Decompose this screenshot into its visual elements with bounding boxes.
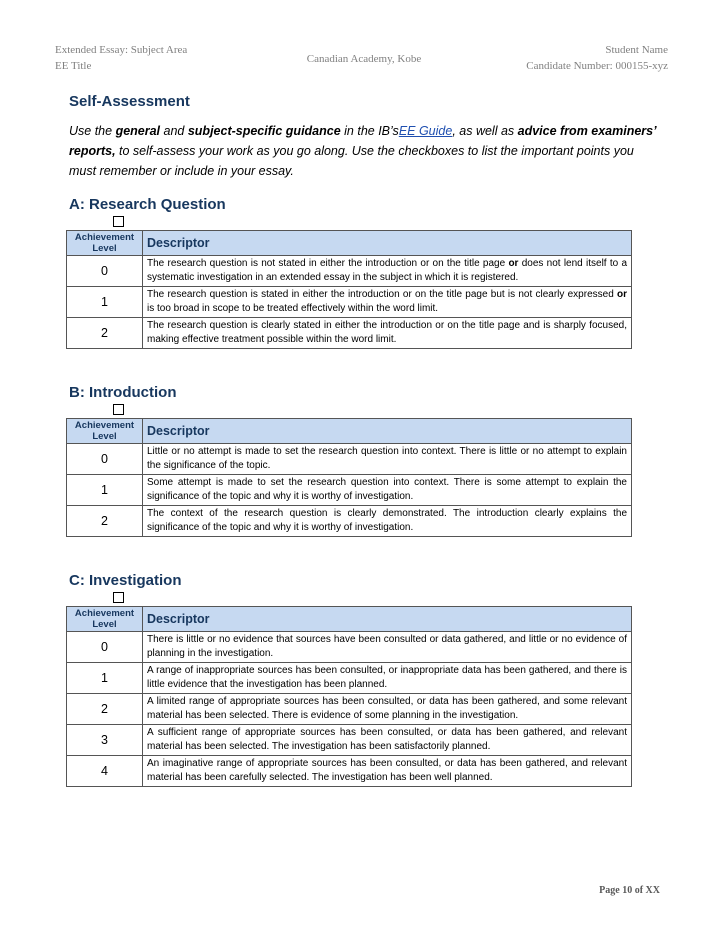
self-assessment-intro: Use the general and subject-specific guidance in the IB’sEE Guide, as well as advice from examiners’ reports, to self-assess your work as you go along. Use the checkboxes to list the important points you must remember or include in your essay. <box>69 124 657 178</box>
table-row <box>67 287 632 318</box>
descriptor-cell: A sufficient range of appropriate sources has been consulted, or data has been gathered, and relevant material has been selected. The investigation has been satisfactorily planned. <box>143 725 632 756</box>
level-cell: 4 <box>67 756 143 787</box>
section-b-checkbox[interactable] <box>113 404 124 415</box>
section-a-title: A: Research Question <box>69 196 226 213</box>
table-row <box>67 444 632 475</box>
header-student-name: Student Name <box>605 44 668 56</box>
descriptor-cell: An imaginative range of appropriate sources has been consulted, or data has been gathered, and relevant material has been carefully selected. The investigation has been well planned. <box>143 756 632 787</box>
descriptor-cell: The research question is not stated in either the introduction or on the title page or does not lend itself to a systematic investigation in an extended essay in the subject in which it is registered. <box>143 256 632 287</box>
level-cell: 2 <box>67 506 143 537</box>
table-row <box>67 725 632 756</box>
descriptor-cell: A range of inappropriate sources has been consulted, or inappropriate data has been gathered, and there is little evidence that the investigation has been planned. <box>143 663 632 694</box>
descriptor-header: Descriptor <box>143 231 632 256</box>
level-cell: 1 <box>67 475 143 506</box>
descriptor-header: Descriptor <box>143 419 632 444</box>
level-cell: 1 <box>67 287 143 318</box>
section-a-checkbox[interactable] <box>113 216 124 227</box>
header-subject-area: Extended Essay: Subject Area <box>55 44 188 56</box>
descriptor-cell: A limited range of appropriate sources has been consulted, or data has been gathered, and some relevant material has been selected. There is evidence of some planning in the investigation. <box>143 694 632 725</box>
section-c-checkbox[interactable] <box>113 592 124 603</box>
header-school: Canadian Academy, Kobe <box>306 53 422 65</box>
level-cell: 2 <box>67 318 143 349</box>
level-cell: 0 <box>67 256 143 287</box>
achievement-level-header: Achievement Level <box>67 607 143 632</box>
table-row <box>67 756 632 787</box>
page-number: Page 10 of XX <box>599 885 660 896</box>
descriptor-cell: Some attempt is made to set the research question into context. There is some attempt to explain the significance of the topic and why it is worthy of investigation. <box>143 475 632 506</box>
header-candidate-number: Candidate Number: 000155-xyz <box>526 60 668 72</box>
descriptor-cell: The research question is clearly stated in either the introduction or on the title page and is sharply focused, making effective treatment possible within the word limit. <box>143 318 632 349</box>
ee-guide-link[interactable]: EE Guide <box>398 124 453 138</box>
table-row <box>67 318 632 349</box>
level-cell: 0 <box>67 444 143 475</box>
achievement-level-header: Achievement Level <box>67 231 143 256</box>
table-row <box>67 694 632 725</box>
level-cell: 3 <box>67 725 143 756</box>
level-cell: 0 <box>67 632 143 663</box>
descriptor-header: Descriptor <box>143 607 632 632</box>
descriptor-cell: There is little or no evidence that sources have been consulted or data gathered, and little or no evidence of planning in the investigation. <box>143 632 632 663</box>
section-b-table <box>66 418 632 537</box>
achievement-level-header: Achievement Level <box>67 419 143 444</box>
table-row <box>67 506 632 537</box>
level-cell: 1 <box>67 663 143 694</box>
descriptor-cell: The research question is stated in either the introduction or on the title page but is not clearly expressed or is too broad in scope to be treated effectively within the word limit. <box>143 287 632 318</box>
table-row <box>67 663 632 694</box>
section-b-title: B: Introduction <box>69 384 177 401</box>
section-c-title: C: Investigation <box>69 572 182 589</box>
section-c-table <box>66 606 632 787</box>
descriptor-cell: The context of the research question is clearly demonstrated. The introduction clearly explains the significance of the topic and why it is worthy of investigation. <box>143 506 632 537</box>
table-row <box>67 632 632 663</box>
level-cell: 2 <box>67 694 143 725</box>
section-a-table <box>66 230 632 349</box>
descriptor-cell: Little or no attempt is made to set the research question into context. There is little or no attempt to explain the significance of the topic. <box>143 444 632 475</box>
self-assessment-title: Self-Assessment <box>69 93 190 110</box>
table-row <box>67 475 632 506</box>
table-row <box>67 256 632 287</box>
header-ee-title: EE Title <box>55 60 92 72</box>
